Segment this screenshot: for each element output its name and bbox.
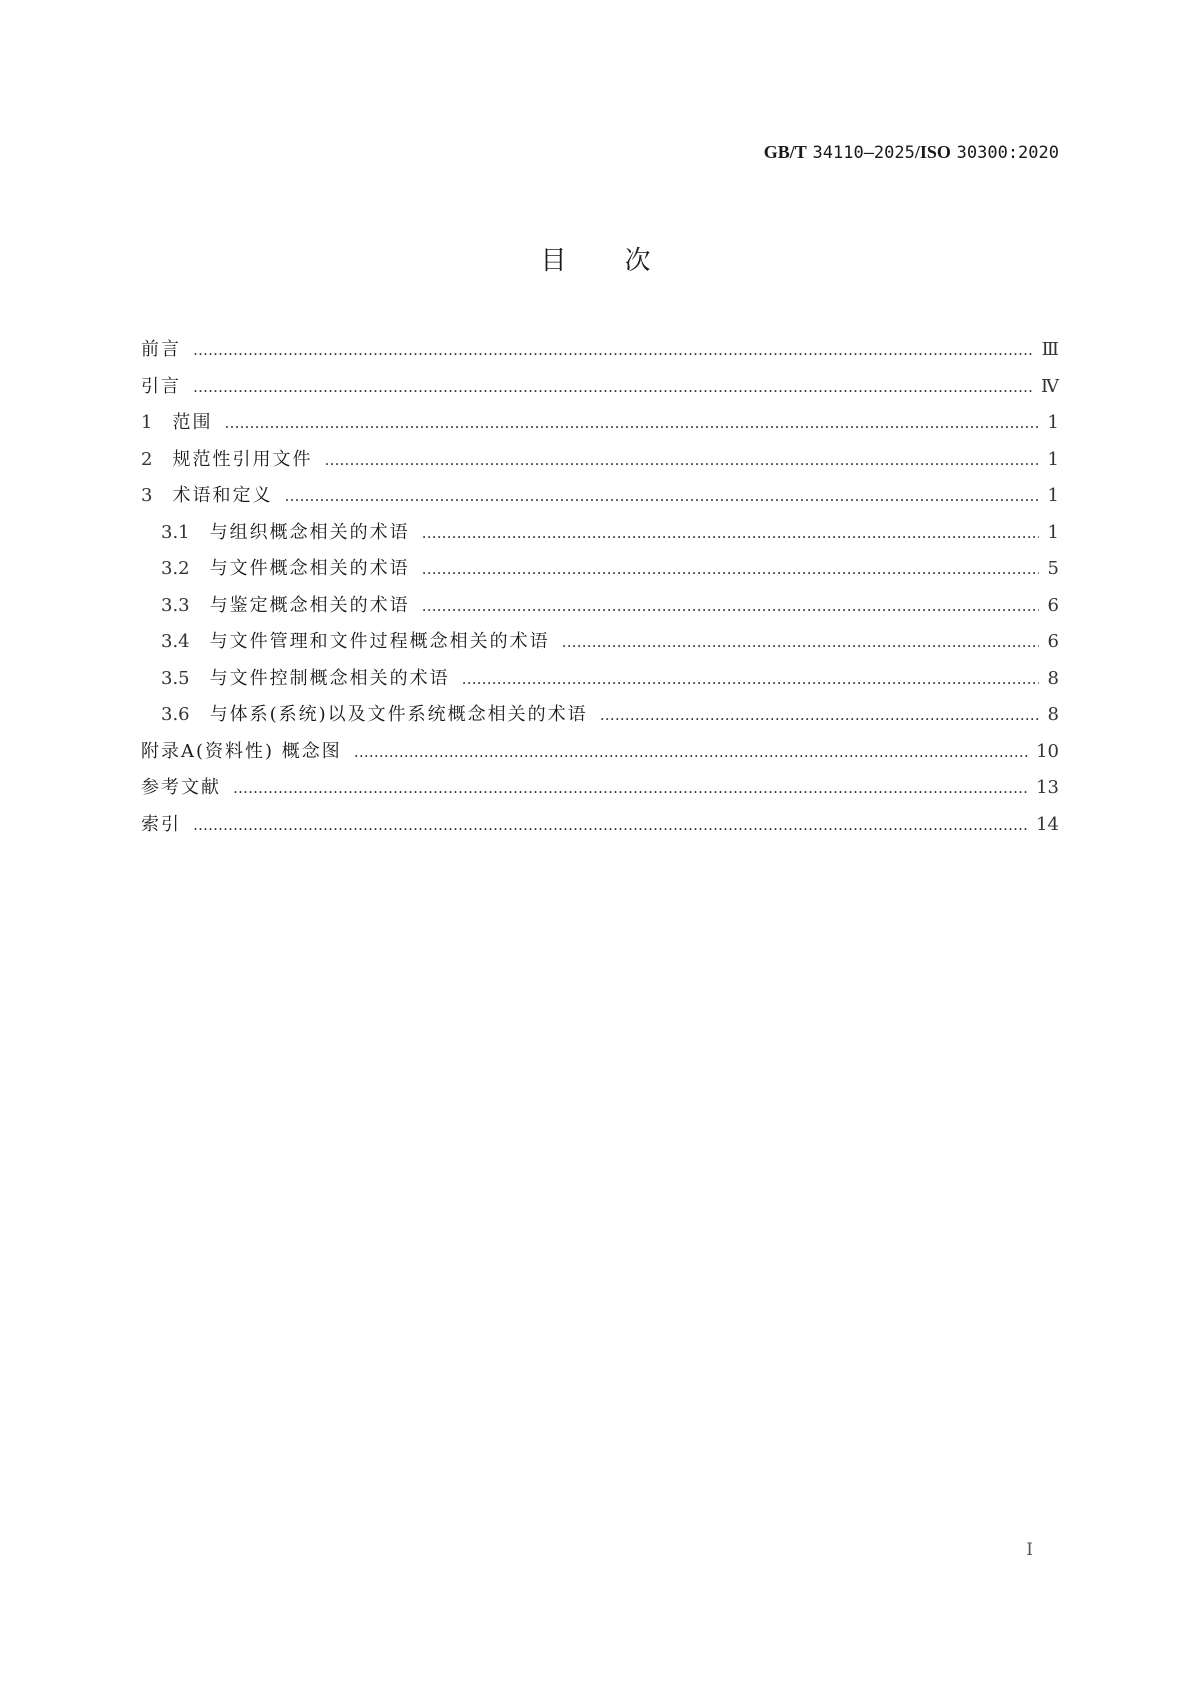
table-of-contents <box>141 338 1059 849</box>
toc-entry[interactable] <box>141 411 1059 448</box>
toc-entry-page: 1 <box>1047 521 1059 543</box>
toc-entry-page: 5 <box>1047 558 1059 579</box>
toc-entry[interactable] <box>141 594 1059 631</box>
toc-entry[interactable] <box>141 703 1059 740</box>
toc-entry[interactable] <box>141 630 1059 667</box>
toc-entry-label: 范围 <box>172 412 213 433</box>
toc-title: 目次 <box>540 246 709 276</box>
toc-entry-page: 6 <box>1047 631 1059 652</box>
toc-leader-dots <box>422 557 1039 581</box>
toc-entry-number: 3.5 <box>161 667 190 689</box>
iso-prefix: /ISO <box>914 142 951 162</box>
toc-entry[interactable] <box>141 375 1059 412</box>
standard-code-header <box>764 141 1059 164</box>
toc-entry-number: 3.3 <box>161 594 190 616</box>
toc-leader-dots <box>284 484 1039 508</box>
page-number: Ⅰ <box>1026 1540 1033 1560</box>
toc-entry-number: 3 <box>141 485 153 506</box>
toc-entry-label: 与鉴定概念相关的术语 <box>209 594 410 616</box>
toc-entry-label: 引言 <box>141 375 181 397</box>
toc-entry-label: 参考文献 <box>141 777 221 798</box>
toc-entry-page: 14 <box>1036 813 1059 835</box>
toc-leader-dots <box>324 448 1039 472</box>
toc-entry-label: 与体系(系统)以及文件系统概念相关的术语 <box>209 704 588 725</box>
toc-entry[interactable] <box>141 484 1059 521</box>
std-prefix: GB/T <box>763 142 807 162</box>
toc-leader-dots <box>422 521 1039 545</box>
toc-entry[interactable] <box>141 338 1059 375</box>
toc-entry-label: 与组织概念相关的术语 <box>209 521 410 543</box>
toc-entry-page: 8 <box>1047 704 1059 725</box>
toc-entry[interactable] <box>141 557 1059 594</box>
toc-entry[interactable] <box>141 776 1059 813</box>
toc-entry-label: 规范性引用文件 <box>172 448 313 470</box>
toc-leader-dots <box>193 813 1028 837</box>
toc-entry-page: 1 <box>1047 412 1059 433</box>
toc-entry-label: 与文件控制概念相关的术语 <box>209 667 450 689</box>
toc-entry-number: 3.6 <box>161 704 190 725</box>
toc-entry-label: 术语和定义 <box>172 485 273 506</box>
toc-entry[interactable] <box>141 448 1059 485</box>
toc-entry[interactable] <box>141 740 1059 777</box>
toc-leader-dots <box>422 594 1039 618</box>
toc-leader-dots <box>562 630 1039 654</box>
toc-entry[interactable] <box>141 813 1059 850</box>
toc-entry-label: 索引 <box>141 813 181 835</box>
toc-entry-page: 1 <box>1047 485 1059 506</box>
toc-entry-number: 1 <box>141 412 153 433</box>
toc-leader-dots <box>462 667 1039 691</box>
toc-leader-dots <box>193 338 1034 362</box>
toc-leader-dots <box>600 703 1039 727</box>
toc-entry-page: 13 <box>1036 777 1059 798</box>
toc-leader-dots <box>354 740 1028 764</box>
toc-entry-number: 3.2 <box>161 558 190 579</box>
toc-entry-page: Ⅳ <box>1041 375 1059 397</box>
toc-entry[interactable] <box>141 521 1059 558</box>
std-number: 34110—2025 <box>812 143 915 163</box>
iso-number: 30300:2020 <box>956 143 1059 163</box>
toc-entry-number: 2 <box>141 448 153 470</box>
toc-leader-dots <box>224 411 1039 435</box>
toc-entry-page: 6 <box>1047 594 1059 616</box>
toc-leader-dots <box>193 375 1033 399</box>
toc-entry-number: 3.1 <box>161 521 190 543</box>
toc-entry-page: 1 <box>1047 448 1059 470</box>
toc-entry-page: 10 <box>1036 740 1059 762</box>
toc-entry-label: 与文件管理和文件过程概念相关的术语 <box>209 631 550 652</box>
toc-entry-label: 前言 <box>141 339 181 360</box>
toc-entry-page: Ⅲ <box>1041 339 1059 360</box>
toc-entry-label: 与文件概念相关的术语 <box>209 558 410 579</box>
toc-leader-dots <box>233 776 1028 800</box>
toc-entry-page: 8 <box>1047 667 1059 689</box>
toc-entry-label: 附录A(资料性) 概念图 <box>141 740 342 762</box>
toc-entry-number: 3.4 <box>161 631 190 652</box>
toc-entry[interactable] <box>141 667 1059 704</box>
